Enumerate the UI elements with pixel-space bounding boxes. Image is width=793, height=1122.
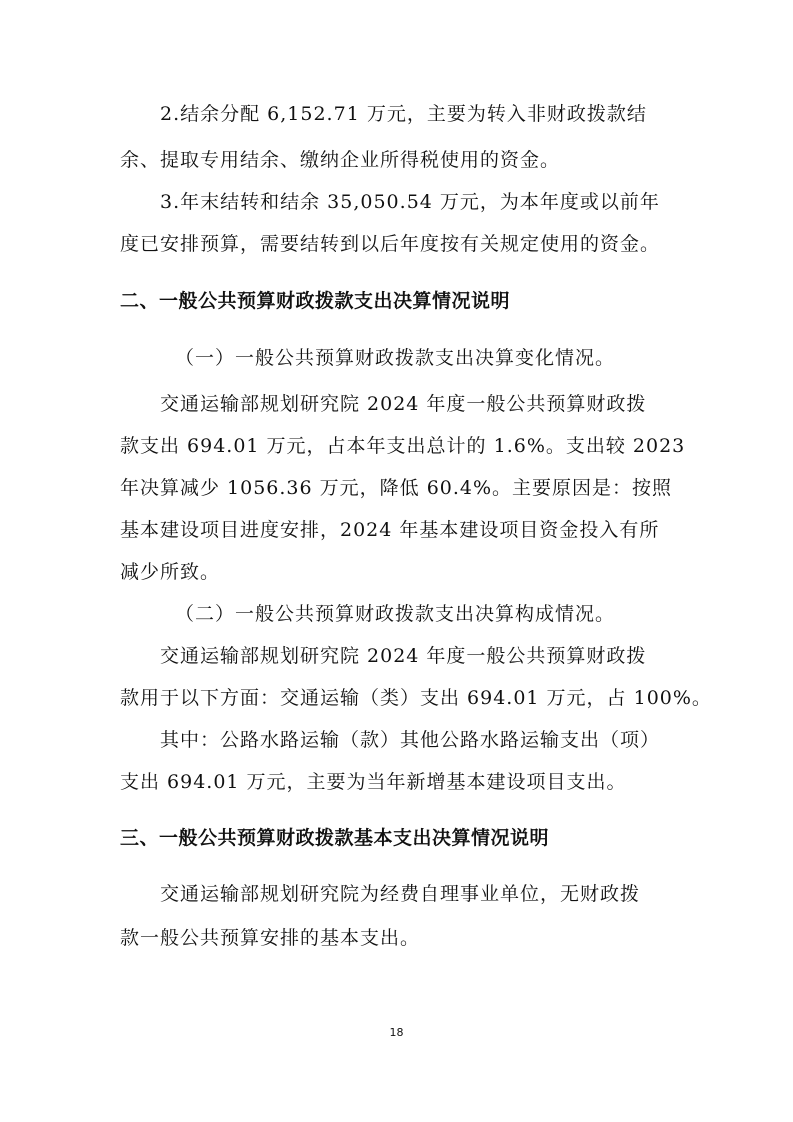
paragraph-2-2-line3: 其中：公路水路运输（款）其他公路水路运输支出（项） xyxy=(160,729,661,751)
paragraph-3-line1: 交通运输部规划研究院为经费自理事业单位，无财政拨 xyxy=(160,883,641,905)
paragraph-2-2-line1: 交通运输部规划研究院 2024 年度一般公共预算财政拨 xyxy=(160,645,647,667)
paragraph-item2-line1: 2.结余分配 6,152.71 万元，主要为转入非财政拨款结 xyxy=(160,103,647,125)
paragraph-item3-line2: 度已安排预算，需要结转到以后年度按有关规定使用的资金。 xyxy=(120,233,661,255)
paragraph-2-1-line2: 款支出 694.01 万元，占本年支出总计的 1.6%。支出较 2023 xyxy=(120,435,686,457)
paragraph-2-2-line2: 款用于以下方面：交通运输（类）支出 694.01 万元，占 100%。 xyxy=(120,687,712,709)
section-heading-3: 三、一般公共预算财政拨款基本支出决算情况说明 xyxy=(120,827,550,849)
paragraph-3-line2: 款一般公共预算安排的基本支出。 xyxy=(120,927,421,949)
section-heading-2: 二、一般公共预算财政拨款支出决算情况说明 xyxy=(120,290,511,312)
subsection-title-2-2: （二）一般公共预算财政拨款支出决算构成情况。 xyxy=(175,603,616,625)
paragraph-2-1-line4: 基本建设项目进度安排，2024 年基本建设项目资金投入有所 xyxy=(120,519,660,541)
paragraph-2-2-line4: 支出 694.01 万元，主要为当年新增基本建设项目支出。 xyxy=(120,771,627,793)
page-number: 18 xyxy=(389,1026,404,1039)
subsection-title-2-1: （一）一般公共预算财政拨款支出决算变化情况。 xyxy=(175,347,616,369)
paragraph-2-1-line3: 年决算减少 1056.36 万元，降低 60.4%。主要原因是：按照 xyxy=(120,477,673,499)
paragraph-item2-line2: 余、提取专用结余、缴纳企业所得税使用的资金。 xyxy=(120,149,561,171)
paragraph-2-1-line1: 交通运输部规划研究院 2024 年度一般公共预算财政拨 xyxy=(160,393,647,415)
paragraph-item3-line1: 3.年末结转和结余 35,050.54 万元，为本年度或以前年 xyxy=(160,191,660,213)
paragraph-2-1-line5: 减少所致。 xyxy=(120,561,221,583)
